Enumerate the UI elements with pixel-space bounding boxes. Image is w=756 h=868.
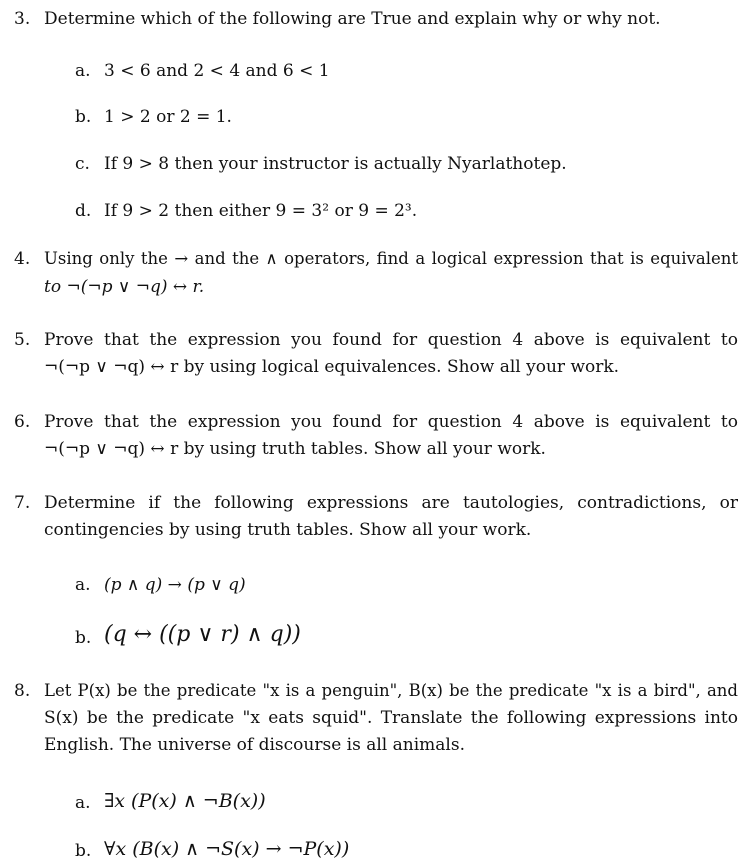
q7a-expression: (p ∧ q) → (p ∨ q) (104, 575, 246, 595)
q8-text-line3: English. The universe of discourse is all animals. (44, 735, 465, 755)
q3a-text: 3 < 6 and 2 < 4 and 6 < 1 (104, 61, 330, 81)
q5-text-line1: Prove that the expression you found for question 4 above is equivalent to (44, 330, 738, 350)
q3c-label: c. (75, 154, 90, 174)
q3d-label: d. (75, 201, 92, 221)
q8-number: 8. (14, 681, 31, 701)
q4-number: 4. (14, 249, 31, 269)
q3c-text: If 9 > 8 then your instructor is actually Nyarlathotep. (104, 154, 567, 174)
q8-text-line1: Let P(x) be the predicate "x is a penguin", B(x) be the predicate "x is a bird", and (44, 681, 738, 700)
q7a-label: a. (75, 575, 91, 595)
q3-text: Determine which of the following are True and explain why or why not. (44, 9, 661, 29)
q6-number: 6. (14, 412, 31, 432)
q8-text-line2: S(x) be the predicate "x eats squid". Translate the following expressions into (44, 708, 738, 728)
q8b-label: b. (75, 841, 92, 861)
q7-text-line2: contingencies by using truth tables. Show all your work. (44, 520, 532, 540)
q6-text-line2: ¬(¬p ∨ ¬q) ↔ r by using truth tables. Show all your work. (44, 439, 546, 459)
q8a-expression: ∃x (P(x) ∧ ¬B(x)) (104, 790, 266, 812)
q8b-expression: ∀x (B(x) ∧ ¬S(x) → ¬P(x)) (104, 838, 350, 860)
q8a-label: a. (75, 793, 91, 813)
q4-text-line1: Using only the → and the ∧ operators, find a logical expression that is equivalent (44, 249, 738, 268)
q7b-label: b. (75, 628, 92, 648)
q7b-expression: (q ↔ ((p ∨ r) ∧ q)) (104, 622, 301, 647)
q7-text-line1: Determine if the following expressions are tautologies, contradictions, or (44, 493, 738, 513)
q5-number: 5. (14, 330, 31, 350)
q3b-label: b. (75, 107, 92, 127)
q6-text-line1: Prove that the expression you found for question 4 above is equivalent to (44, 412, 738, 432)
q3d-text: If 9 > 2 then either 9 = 3² or 9 = 2³. (104, 201, 418, 221)
q5-text-line2: ¬(¬p ∨ ¬q) ↔ r by using logical equivalences. Show all your work. (44, 357, 620, 377)
q3a-label: a. (75, 61, 91, 81)
q4-text-line2: to ¬(¬p ∨ ¬q) ↔ r. (44, 277, 205, 297)
q3-number: 3. (14, 9, 31, 29)
q7-number: 7. (14, 493, 31, 513)
q3b-text: 1 > 2 or 2 = 1. (104, 107, 232, 127)
